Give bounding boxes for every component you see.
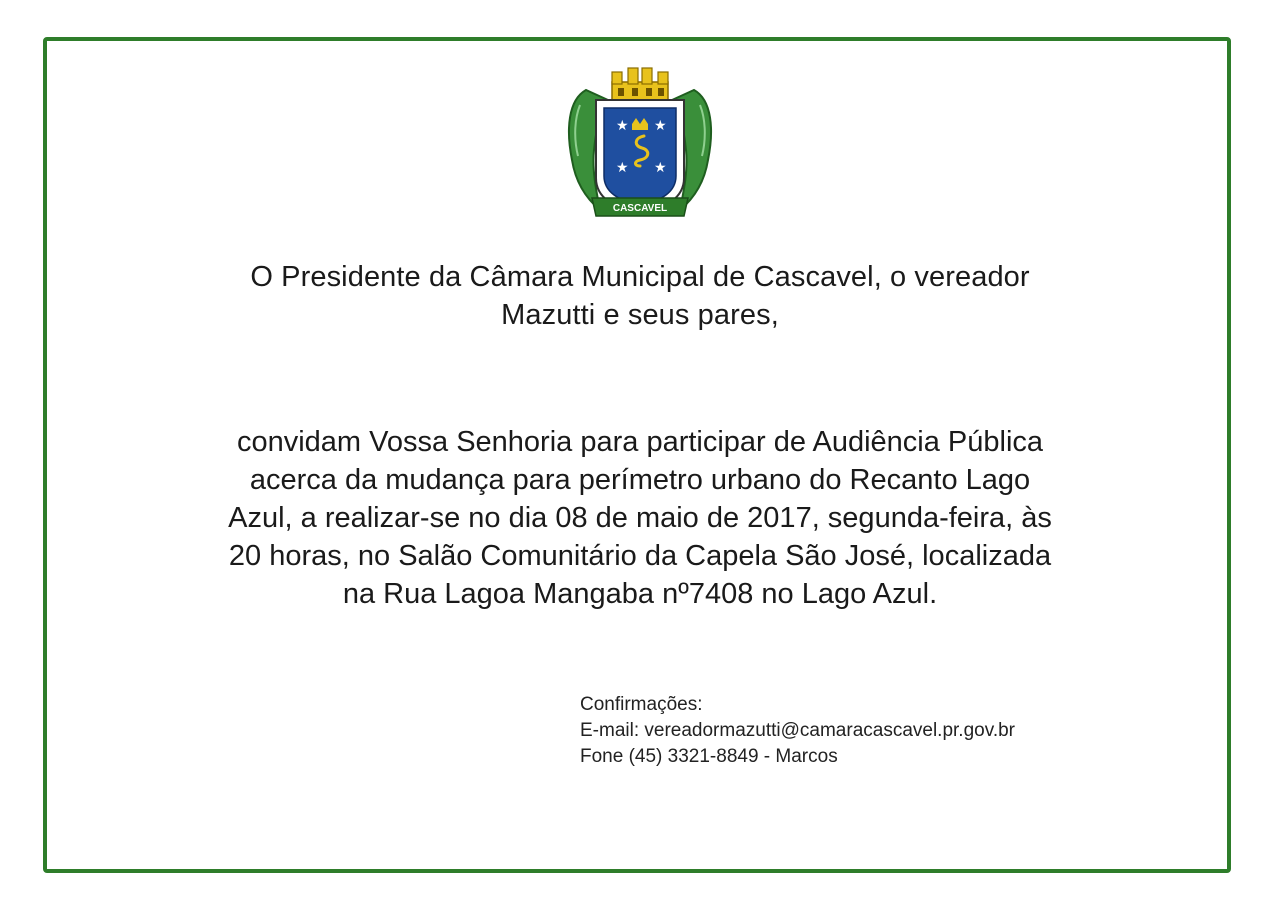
contact-phone: Fone (45) 3321-8849 - Marcos [580,746,838,767]
body-line: acerca da mudança para perímetro urbano do Recanto Lago [249,464,1031,496]
intro-line: Mazutti e seus pares, [501,299,779,331]
body-line: 20 horas, no Salão Comunitário da Capela São José, localizada [228,540,1052,572]
crest-name-label: CASCAVEL [612,203,668,214]
invitation-body [150,423,1130,613]
cascavel-coat-of-arms [566,60,714,228]
contact-email: E-mail: vereadormazutti@camaracascavel.pr.gov.br [580,720,1015,741]
svg-text:★: ★ [616,118,629,134]
body-line: Azul, a realizar-se no dia 08 de maio de 2017, segunda-feira, às [228,502,1052,534]
svg-text:★: ★ [654,160,667,176]
svg-text:★: ★ [654,118,667,134]
contact-block [580,692,1015,770]
invitation-intro [150,258,1130,334]
svg-text:★: ★ [616,160,629,176]
intro-line: O Presidente da Câmara Municipal de Cascavel, o vereador [250,261,1030,293]
contact-heading: Confirmações: [580,694,703,715]
body-line: na Rua Lagoa Mangaba nº7408 no Lago Azul. [342,578,938,610]
body-line: convidam Vossa Senhoria para participar de Audiência Pública [236,426,1044,458]
